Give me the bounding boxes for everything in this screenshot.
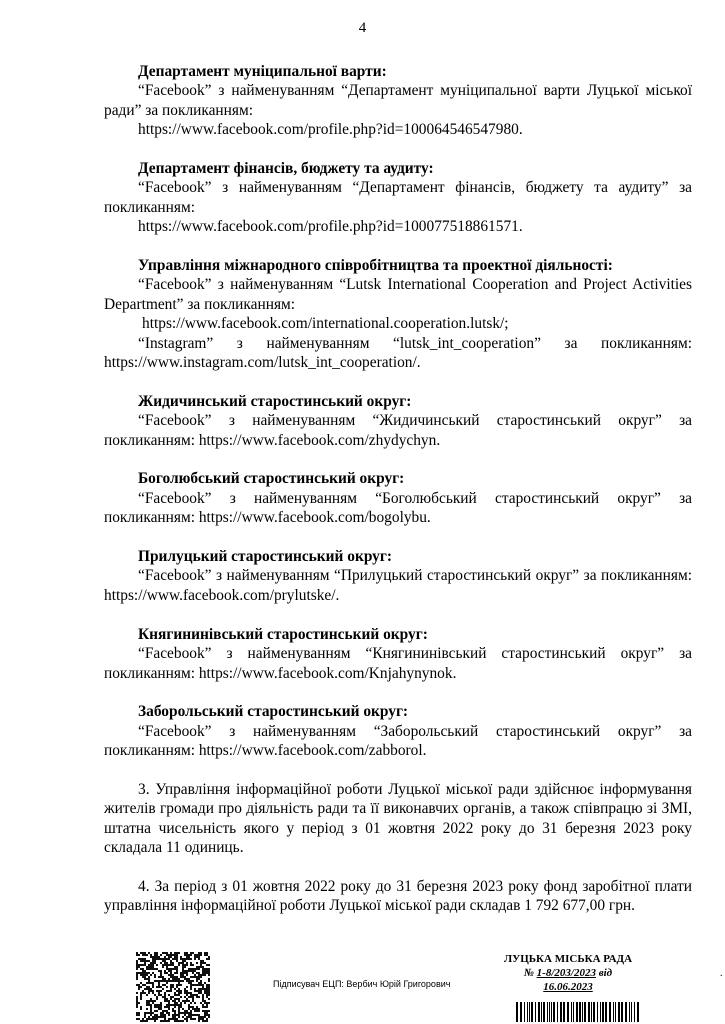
section-heading: Департамент фінансів, бюджету та аудиту: [138, 160, 434, 178]
section-municipal-guard [104, 62, 692, 140]
signer-info: Підписувач ЕЦП: Вербич Юрій Григорович [273, 979, 451, 989]
section-heading: Княгининівський старостинський округ: [138, 625, 428, 643]
section-prylutske-district [104, 547, 692, 605]
section-text: “Facebook” з найменуванням “Lutsk International Cooperation and Project Activities Department” за покликанням: [104, 276, 692, 313]
section-heading: Департамент муніципальної варти: [138, 63, 387, 80]
section-heading: Жидичинський старостинський округ: [138, 392, 412, 410]
section-text: “Facebook” з найменуванням “Департамент муніципальної варти Луцької міської ради” за покликанням: [104, 82, 692, 119]
section-text: “Facebook” з найменуванням “Боголюбський старостинський округ” за покликанням: https://www.facebook.com/bogolybu. [104, 489, 692, 527]
section-heading: Прилуцький старостинський округ: [138, 548, 392, 566]
barcode [516, 1002, 642, 1022]
section-text: “Facebook” з найменуванням “Департамент фінансів, бюджету та аудиту” за покликанням: [104, 179, 692, 216]
reg-prefix: № [523, 967, 534, 979]
registration-stamp [498, 952, 638, 994]
section-link[interactable]: https://www.facebook.com/profile.php?id=100077518861571. [138, 218, 523, 236]
section-kniahynynok-district [104, 625, 692, 683]
registration-number: 1-8/203/2023 [536, 967, 596, 979]
document-body [104, 62, 692, 935]
section-text-instagram: “Instagram” з найменуванням “lutsk_int_cooperation” за покликанням: https://www.instagram.com/lutsk_int_cooperation/. [104, 334, 692, 372]
registration-date-line [498, 980, 638, 994]
section-link[interactable]: https://www.facebook.com/profile.php?id=100064546547980. [138, 121, 523, 139]
section-text: “Facebook” з найменуванням “Прилуцький старостинський округ” за покликанням: https://www.facebook.com/prylutske/. [104, 567, 692, 604]
section-link[interactable]: https://www.facebook.com/international.cooperation.lutsk/; [142, 315, 509, 333]
section-text: “Facebook” з найменуванням “Заборольський старостинський округ” за покликанням: https://www.facebook.com/zabborol. [104, 722, 692, 760]
section-zaborol-district [104, 702, 692, 760]
paragraph-4: 4. За період з 01 жовтня 2022 року до 31 березня 2023 року фонд заробітної плати управління інформаційної роботи Луцької міської ради складав 1 792 677,00 грн. [104, 877, 692, 915]
section-finance-department [104, 159, 692, 237]
page-number: 4 [358, 20, 367, 36]
document-footer [0, 950, 725, 1024]
qr-code [136, 952, 210, 1022]
section-boholiuby-district [104, 469, 692, 527]
section-heading: Боголюбський старостинський округ: [138, 470, 405, 488]
margin-mark: . [720, 968, 723, 979]
registration-number-line [498, 966, 638, 980]
section-heading: Заборольський старостинський округ: [138, 703, 409, 721]
section-zhydychyn-district [104, 392, 692, 450]
registration-date: 16.06.2023 [543, 981, 593, 993]
organization-name: ЛУЦЬКА МІСЬКА РАДА [503, 953, 633, 965]
section-text: “Facebook” з найменуванням “Жидичинський старостинський округ” за покликанням: https://www.facebook.com/zhydychyn. [104, 412, 692, 449]
section-heading: Управління міжнародного співробітництва та проектної діяльності: [138, 257, 613, 275]
paragraph-3: 3. Управління інформаційної роботи Луцької міської ради здійснює інформування жителів громади про діяльність ради та її виконавчих органів, а також співпрацю зі ЗМІ, штатна чисельність якого у період з 01 жовтня 2022 року до 31 березня 2023 року складала 11 одиниць. [104, 780, 692, 857]
reg-from: від [598, 967, 613, 979]
section-text: “Facebook” з найменуванням “Княгининівський старостинський округ” за покликанням: https://www.facebook.com/Knjahynynok. [104, 645, 692, 682]
section-international-cooperation [104, 256, 692, 372]
